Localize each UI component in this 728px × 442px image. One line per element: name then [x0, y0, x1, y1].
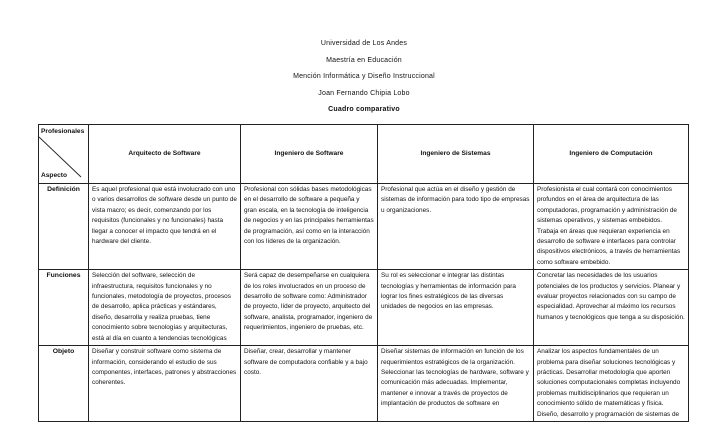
document-title: Cuadro comparativo	[328, 106, 400, 113]
university-name: Universidad de Los Andes	[320, 40, 408, 47]
document-header	[0, 40, 728, 123]
row-label: Funciones	[39, 270, 89, 346]
table-cell: Su rol es seleccionar e integrar las distintas tecnologías y herramientas de información para lograr los fines estratégicos de las diversas unidades de negocios en las empresas.	[378, 270, 534, 346]
column-header: Ingeniero de Sistemas	[378, 125, 534, 184]
table-cell: Profesional con sólidas bases metodológicas en el desarrollo de software a pequeña y gran escala, en la tecnología de inteligencia de negocios y en las principales herramientas de programación, así como en la interacción con los líderes de la organización.	[241, 184, 378, 270]
row-label: Definición	[39, 184, 89, 270]
row-label: Objeto	[39, 346, 89, 422]
corner-cell	[39, 125, 89, 184]
table-cell: Diseñar, crear, desarrollar y mantener software de computadora confiable y a bajo costo.	[241, 346, 378, 422]
corner-bottom-label: Aspecto	[41, 171, 68, 179]
table-cell: Es aquel profesional que está involucrado con uno o varios desarrollos de software desde un punto de vista macro; es decir, comenzando por los requisitos (funcionales y no funcionales) hasta llegar a conocer el impacto que tendrá en el hardware del cliente.	[89, 184, 241, 270]
column-header: Ingeniero de Software	[241, 125, 378, 184]
author-name: Joan Fernando Chipia Lobo	[318, 89, 410, 97]
column-header: Ingeniero de Computación	[534, 125, 689, 184]
table-cell: Profesionista el cual contará con conocimientos profundos en el área de arquitectura de las computadoras, programación y administración de sistemas operativos, y sistemas embebidos. Trabaja en áreas que requieran experiencia en desarrollo de software e interfaces para controlar dispositivos electrónicos, a través de herramientas como software embebido.	[534, 184, 689, 270]
table-cell: Diseñar sistemas de información en función de los requerimientos estratégicos de la organización. Seleccionar las tecnologías de hardware, software y comunicación más adecuadas. Implementar, mantener e innovar a través de proyectos de implantación de productos de software en	[378, 346, 534, 422]
mention-name: Mención Informática y Diseño Instruccional	[293, 73, 435, 80]
table-row	[39, 184, 689, 270]
table-row	[39, 346, 689, 422]
table-cell: Concretar las necesidades de los usuarios potenciales de los productos y servicios. Planear y evaluar proyectos relacionados con su campo de especialidad. Aprovechar al máximo los recursos humanos y tecnológicos que tenga a su disposición.	[534, 270, 689, 346]
table-cell: Será capaz de desempeñarse en cualquiera de los roles involucrados en un proceso de desarrollo de software como: Administrador de proyecto, líder de proyecto, arquitecto del software, analista, programador, ingeniero de requerimientos, ingeniero de pruebas, etc.	[241, 270, 378, 346]
program-name: Maestría en Educación	[326, 56, 402, 64]
table-row	[39, 270, 689, 346]
table-cell: Profesional que actúa en el diseño y gestión de sistemas de información para todo tipo de empresas u organizaciones.	[378, 184, 534, 270]
table-cell: Analizar los aspectos fundamentales de un problema para diseñar soluciones tecnológicas y prácticas. Desarrollar metodología que aporten soluciones computacionales completas incluyendo problemas multidisciplinarios que requieran un conocimiento sólido de matemáticas y física. Diseño, desarrollo y programación de sistemas de	[534, 346, 689, 422]
table-cell: Diseñar y construir software como sistema de información, considerando el estudio de sus componentes, interfaces, patrones y abstracciones coherentes.	[89, 346, 241, 422]
column-header: Arquitecto de Software	[89, 125, 241, 184]
table-header-row	[39, 125, 689, 184]
table-cell: Selección del software, selección de infraestructura, requisitos funcionales y no funcionales, metodología de proyectos, procesos de desarrollo, aplica prácticas y estándares, diseño, desarrolla y realiza pruebas, tiene conocimiento sobre tecnologías y arquitecturas, está al día en cuanto a tendencias tecnológicas	[89, 270, 241, 346]
comparison-table	[38, 124, 689, 422]
corner-top-label: Profesionales	[41, 128, 85, 135]
